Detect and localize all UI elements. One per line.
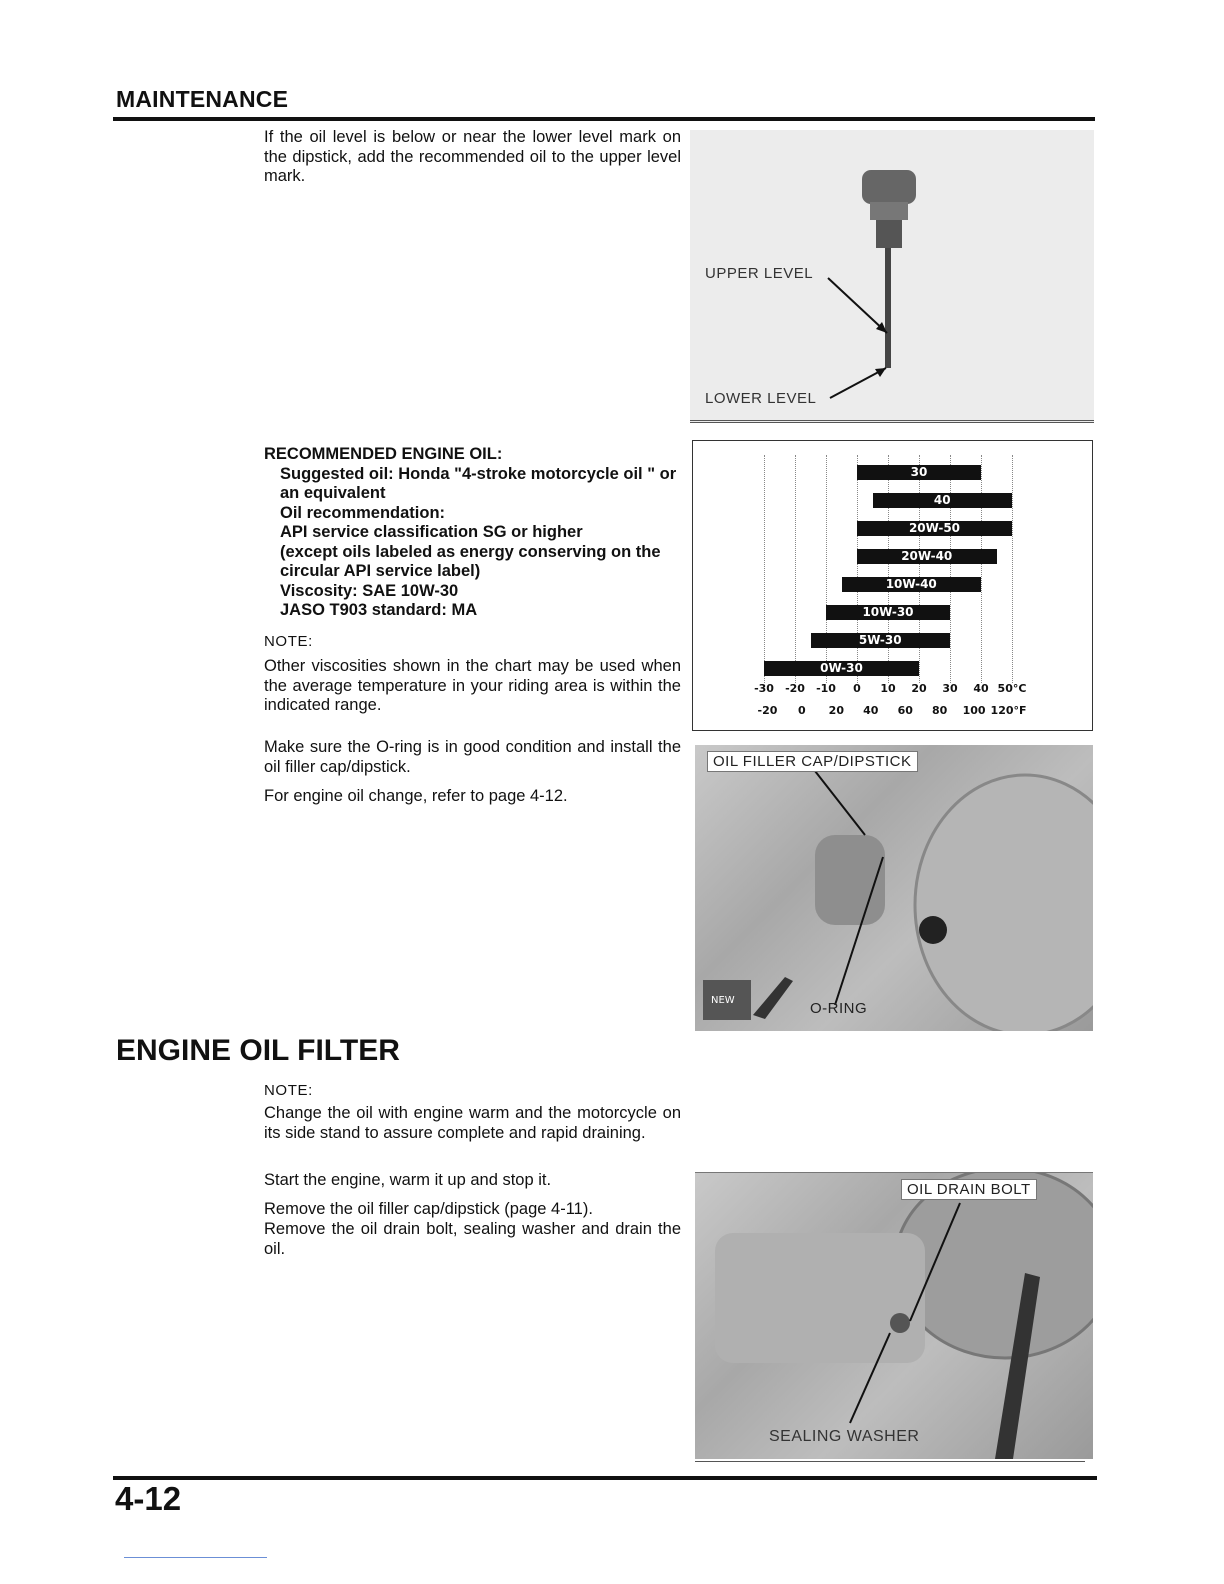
recommended-line: API service classification SG or higher	[280, 523, 583, 541]
oil-level-paragraph: If the oil level is below or near the lower level mark on the dipstick, add the recommended oil to the upper level mark.	[264, 128, 681, 185]
o-ring-label: O-RING	[810, 1000, 868, 1017]
fahrenheit-tick-label: 100	[962, 704, 986, 717]
remove-cap-paragraph: Remove the oil filler cap/dipstick (page 4-11).	[264, 1200, 593, 1218]
chart-gridline	[857, 455, 858, 683]
start-engine-paragraph: Start the engine, warm it up and stop it.	[264, 1171, 552, 1189]
viscosity-bar: 10W-30	[826, 605, 950, 620]
recommended-line: an equivalent	[280, 484, 386, 502]
oil-filler-photo	[695, 745, 1093, 1031]
chart-gridline	[888, 455, 889, 683]
recommended-oil-heading: RECOMMENDED ENGINE OIL:	[264, 445, 503, 463]
recommended-line: (except oils labeled as energy conserving on the	[280, 542, 661, 561]
upper-level-label: UPPER LEVEL	[705, 265, 814, 282]
oil-filler-cap-label: OIL FILLER CAP/DIPSTICK	[707, 751, 918, 772]
chart-gridline	[981, 455, 982, 683]
celsius-tick-label: 0	[853, 682, 861, 695]
viscosity-chart	[692, 440, 1093, 731]
chart-gridline	[950, 455, 951, 683]
remove-bolt-paragraph: Remove the oil drain bolt, sealing washer and drain the oil.	[264, 1220, 681, 1258]
recommended-line: Viscosity: SAE 10W-30	[280, 581, 459, 600]
footer-link-line	[124, 1557, 267, 1558]
engine-oil-filter-heading: ENGINE OIL FILTER	[116, 1034, 400, 1067]
oil-drain-photo	[695, 1173, 1093, 1459]
svg-text:NEW: NEW	[711, 995, 735, 1006]
recommended-line: JASO T903 standard: MA	[280, 601, 478, 619]
dipstick-figure	[690, 130, 1094, 423]
fahrenheit-tick-label: 20	[828, 704, 844, 717]
viscosity-bar: 20W-40	[857, 549, 997, 564]
celsius-tick-label: -30	[754, 682, 774, 695]
viscosity-bar: 0W-30	[764, 661, 919, 676]
viscosity-bar: 5W-30	[811, 633, 951, 648]
recommended-oil-list	[264, 465, 684, 621]
fahrenheit-tick-label: 80	[932, 704, 948, 717]
note-label: NOTE:	[264, 1082, 313, 1099]
recommended-line: Suggested oil: Honda "4-stroke motorcycle oil " or	[280, 464, 677, 483]
recommended-oil-block	[264, 445, 684, 621]
viscosity-bar: 20W-50	[857, 521, 1012, 536]
recommended-line: circular API service label)	[280, 562, 481, 580]
fahrenheit-tick-label: 120°F	[990, 704, 1027, 717]
celsius-tick-label: 20	[911, 682, 927, 695]
page-number: 4-12	[115, 1480, 182, 1517]
celsius-tick-label: -10	[816, 682, 836, 695]
viscosity-bar: 30	[857, 465, 981, 480]
chart-gridline	[919, 455, 920, 683]
oil-drain-figure	[695, 1172, 1093, 1459]
lower-level-label: LOWER LEVEL	[705, 390, 817, 407]
header-rule	[113, 117, 1095, 121]
chart-gridline	[826, 455, 827, 683]
fahrenheit-tick-label: 60	[897, 704, 913, 717]
fahrenheit-tick-label: 40	[863, 704, 879, 717]
viscosity-chart-plot	[693, 441, 1092, 730]
fahrenheit-tick-label: -20	[757, 704, 778, 717]
footer-rule	[113, 1476, 1097, 1480]
viscosity-bar: 10W-40	[842, 577, 982, 592]
celsius-tick-label: 10	[880, 682, 896, 695]
celsius-tick-label: 50°C	[997, 682, 1027, 695]
celsius-tick-label: 30	[942, 682, 958, 695]
oil-filler-figure	[695, 745, 1093, 1031]
chart-gridline	[1012, 455, 1013, 683]
drain-figure-underline	[695, 1461, 1085, 1462]
celsius-tick-label: 40	[973, 682, 989, 695]
refer-paragraph: For engine oil change, refer to page 4-12.	[264, 787, 568, 805]
sealing-washer-label: SEALING WASHER	[769, 1428, 920, 1445]
fahrenheit-tick-label: 0	[798, 704, 806, 717]
note-text: Change the oil with engine warm and the motorcycle on its side stand to assure complete and rapid draining.	[264, 1104, 681, 1142]
oil-drain-bolt-label: OIL DRAIN BOLT	[901, 1179, 1037, 1200]
section-title: MAINTENANCE	[116, 86, 289, 112]
note-text: Other viscosities shown in the chart may be used when the average temperature in your riding area is within the indicated range.	[264, 657, 681, 714]
recommended-line: Oil recommendation:	[280, 503, 446, 522]
note-label: NOTE:	[264, 633, 313, 650]
chart-gridline	[795, 455, 796, 683]
oring-paragraph: Make sure the O-ring is in good condition and install the oil filler cap/dipstick.	[264, 738, 681, 776]
celsius-tick-label: -20	[785, 682, 805, 695]
chart-gridline	[764, 455, 765, 683]
viscosity-bar: 40	[873, 493, 1013, 508]
